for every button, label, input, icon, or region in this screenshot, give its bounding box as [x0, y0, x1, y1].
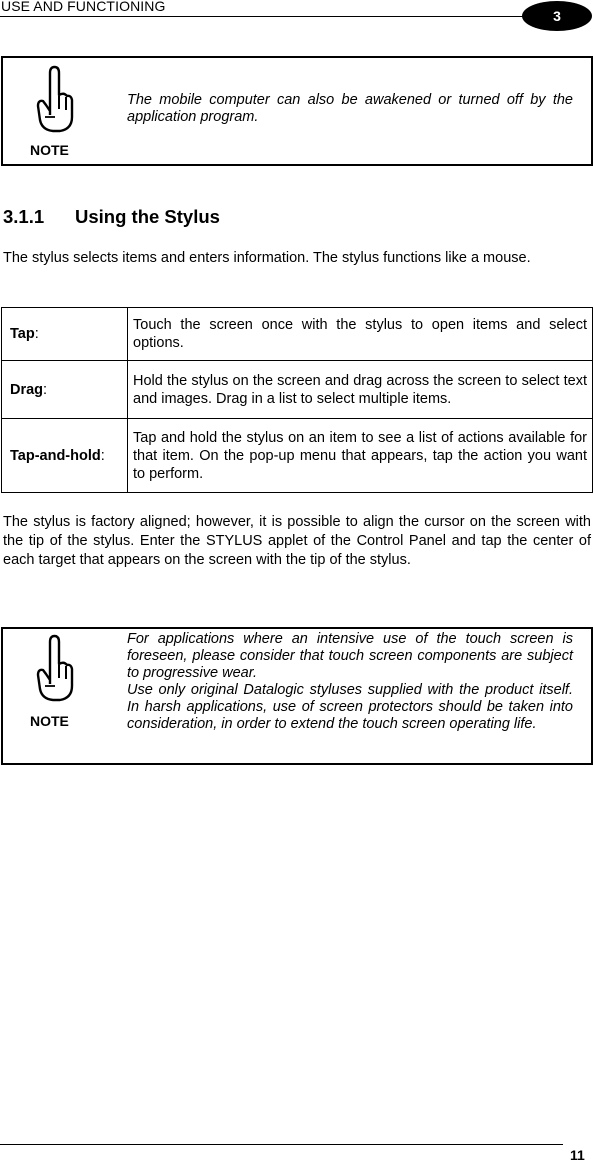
- intro-paragraph: The stylus selects items and enters information. The stylus functions like a mouse.: [3, 250, 531, 266]
- term-cell: [2, 419, 128, 493]
- note-box-2: [1, 627, 593, 765]
- section-title: Using the Stylus: [75, 206, 220, 227]
- pointing-finger-icon: [33, 65, 75, 135]
- chapter-number: 3: [553, 8, 561, 24]
- section-heading: [3, 206, 220, 228]
- note-text: [127, 631, 573, 733]
- description-cell: Touch the screen once with the stylus to open items and select options.: [128, 308, 593, 361]
- table-row: [2, 308, 593, 361]
- term-colon: :: [100, 447, 105, 464]
- term-colon: :: [43, 381, 48, 398]
- description-cell: Hold the stylus on the screen and drag across the screen to select text and images. Drag in a list to select multiple items.: [128, 361, 593, 419]
- pointing-finger-icon: [33, 634, 75, 704]
- note-text: The mobile computer can also be awakened or turned off by the application program.: [127, 92, 573, 125]
- calibration-paragraph: The stylus is factory aligned; however, it is possible to align the cursor on the screen with the tip of the stylus. Enter the STYLUS applet of the Control Panel and tap the center of each target that appears on the screen with the tip of the stylus.: [3, 514, 591, 568]
- term-cell: [2, 361, 128, 419]
- term-name: Drag: [10, 381, 44, 398]
- description-cell: Tap and hold the stylus on an item to see a list of actions available for that item. On the pop-up menu that appears, tap the action you want to perform.: [128, 419, 593, 493]
- note-label: NOTE: [30, 142, 69, 158]
- term-name: Tap-and-hold: [10, 447, 101, 464]
- footer-rule: [0, 1144, 563, 1145]
- note-text-line-1: For applications where an intensive use of the touch screen is foreseen, please consider that touch screen components are subject to progressive wear.: [127, 631, 573, 681]
- note-text-line-2: Use only original Datalogic styluses supplied with the product itself. In harsh applications, use of screen protectors should be taken into consideration, in order to extend the touch screen operating life.: [127, 682, 573, 732]
- term-name: Tap: [10, 326, 35, 342]
- term-cell: [2, 308, 128, 361]
- chapter-badge: [522, 1, 592, 31]
- note-box-1: [1, 56, 593, 166]
- running-header: USE AND FUNCTIONING: [1, 0, 166, 14]
- section-number: 3.1.1: [3, 206, 45, 227]
- header-rule: [0, 16, 536, 17]
- page-number: 11: [570, 1147, 585, 1163]
- note-label: NOTE: [30, 713, 69, 729]
- table-row: [2, 419, 593, 493]
- stylus-actions-table: [1, 307, 593, 493]
- table-row: [2, 361, 593, 419]
- term-colon: :: [34, 326, 39, 342]
